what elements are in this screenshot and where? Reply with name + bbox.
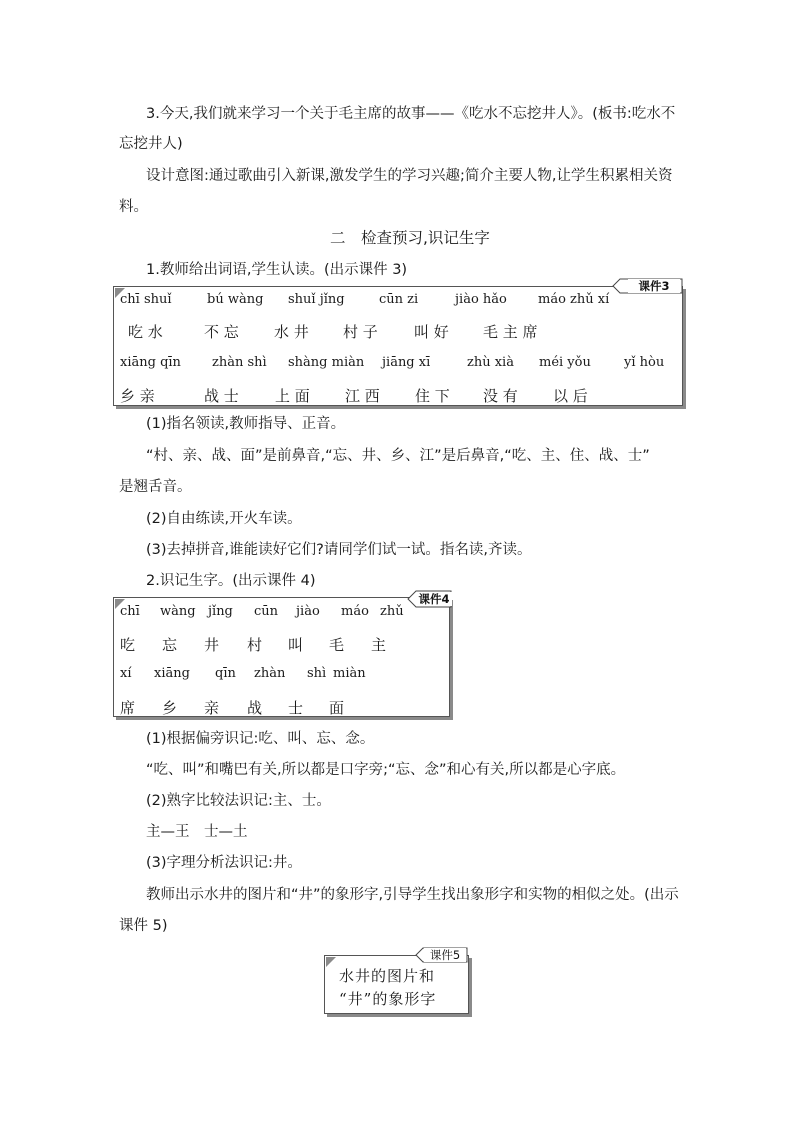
word: 没 有 xyxy=(483,387,518,405)
step-1-text: 1.教师给出词语,学生认读。(出示课件 3) xyxy=(146,262,408,278)
character: 叫 xyxy=(288,636,304,654)
pinyin: xiāng qīn xyxy=(120,355,181,370)
pinyin: jiào xyxy=(296,604,320,619)
character: 面 xyxy=(329,699,345,717)
character: 士 xyxy=(288,699,304,717)
word: 水 井 xyxy=(274,323,309,341)
word: 乡 亲 xyxy=(120,387,155,405)
word: 江 西 xyxy=(345,387,380,405)
word: 叫 好 xyxy=(414,323,449,341)
pinyin: zhàn xyxy=(254,666,286,681)
word: 不 忘 xyxy=(204,323,239,341)
pinyin: shì xyxy=(307,666,327,681)
note-7: (2)熟字比较法识记:主、士。 xyxy=(146,793,331,809)
pinyin: cūn zi xyxy=(379,292,419,307)
intro-line-2: 忘挖井人) xyxy=(119,136,183,152)
character: 席 xyxy=(120,699,136,717)
character: 乡 xyxy=(162,699,178,717)
pinyin: bú wàng xyxy=(207,292,264,307)
character: 毛 xyxy=(329,636,345,654)
character: 井 xyxy=(204,636,220,654)
courseware-5-tag: 课件5 xyxy=(424,948,466,962)
pinyin: shuǐ jǐng xyxy=(288,292,345,307)
word: 以 后 xyxy=(553,387,588,405)
pinyin: yǐ hòu xyxy=(624,355,665,370)
intro-line-1: 3.今天,我们就来学习一个关于毛主席的故事——《吃水不忘挖井人》。(板书:吃水不 xyxy=(146,106,676,122)
pinyin: cūn xyxy=(254,604,279,619)
character: 主 xyxy=(371,636,387,654)
note-10-line-2: 课件 5) xyxy=(119,918,168,934)
note-10-line-1: 教师出示水井的图片和“井”的象形字,引导学生找出象形字和实物的相似之处。(出示 xyxy=(146,887,679,903)
character: 战 xyxy=(247,699,263,717)
character: 亲 xyxy=(204,699,220,717)
pinyin: jiāng xī xyxy=(382,355,431,370)
courseware-5-line-2: “井”的象形字 xyxy=(339,990,437,1008)
pinyin: méi yǒu xyxy=(539,355,591,370)
design-intent-line-2: 料。 xyxy=(119,199,148,215)
note-8: 主—王 士—土 xyxy=(146,824,248,840)
note-3: (2)自由练读,开火车读。 xyxy=(146,511,302,527)
note-5: (1)根据偏旁识记:吃、叫、忘、念。 xyxy=(146,731,375,747)
character: 村 xyxy=(247,636,263,654)
pinyin: chī shuǐ xyxy=(120,292,172,307)
character: 忘 xyxy=(162,636,178,654)
word: 住 下 xyxy=(415,387,450,405)
pinyin: zhù xià xyxy=(467,355,514,370)
word: 战 士 xyxy=(204,387,239,405)
pinyin: wàng xyxy=(160,604,196,619)
word: 村 子 xyxy=(343,323,378,341)
corner-mark xyxy=(326,957,336,967)
note-1: (1)指名领读,教师指导、正音。 xyxy=(146,416,346,432)
note-2-line-2: 是翘舌音。 xyxy=(119,479,192,495)
note-6: “吃、叫”和嘴巴有关,所以都是口字旁;“忘、念”和心有关,所以都是心字底。 xyxy=(146,762,626,778)
word: 吃 水 xyxy=(128,323,163,341)
pinyin: shàng miàn xyxy=(288,355,365,370)
courseware-4-tag: 课件4 xyxy=(416,592,452,606)
pinyin: máo xyxy=(341,604,369,619)
pinyin: jǐng xyxy=(208,604,233,619)
pinyin: xiāng xyxy=(154,666,190,681)
pinyin: qīn xyxy=(215,666,236,681)
pinyin: máo zhǔ xí xyxy=(538,292,610,307)
courseware-5-line-1: 水井的图片和 xyxy=(339,967,436,985)
character: 吃 xyxy=(120,636,136,654)
step-2-text: 2.识记生字。(出示课件 4) xyxy=(146,573,316,589)
design-intent-line-1: 设计意图:通过歌曲引入新课,激发学生的学习兴趣;简介主要人物,让学生积累相关资 xyxy=(146,168,673,184)
courseware-3-tag: 课件3 xyxy=(628,279,680,293)
pinyin: zhǔ xyxy=(380,604,404,619)
pinyin: xí xyxy=(120,666,132,681)
note-9: (3)字理分析法识记:井。 xyxy=(146,855,302,871)
word: 毛 主 席 xyxy=(483,323,538,341)
pinyin: miàn xyxy=(333,666,366,681)
word: 上 面 xyxy=(275,387,310,405)
note-4: (3)去掉拼音,谁能读好它们?请同学们试一试。指名读,齐读。 xyxy=(146,542,532,558)
section-title: 二 检查预习,识记生字 xyxy=(330,229,490,247)
pinyin: chī xyxy=(120,604,140,619)
pinyin: zhàn shì xyxy=(212,355,267,370)
pinyin: jiào hǎo xyxy=(455,292,507,307)
note-2-line-1: “村、亲、战、面”是前鼻音,“忘、井、乡、江”是后鼻音,“吃、主、住、战、士” xyxy=(146,448,650,464)
